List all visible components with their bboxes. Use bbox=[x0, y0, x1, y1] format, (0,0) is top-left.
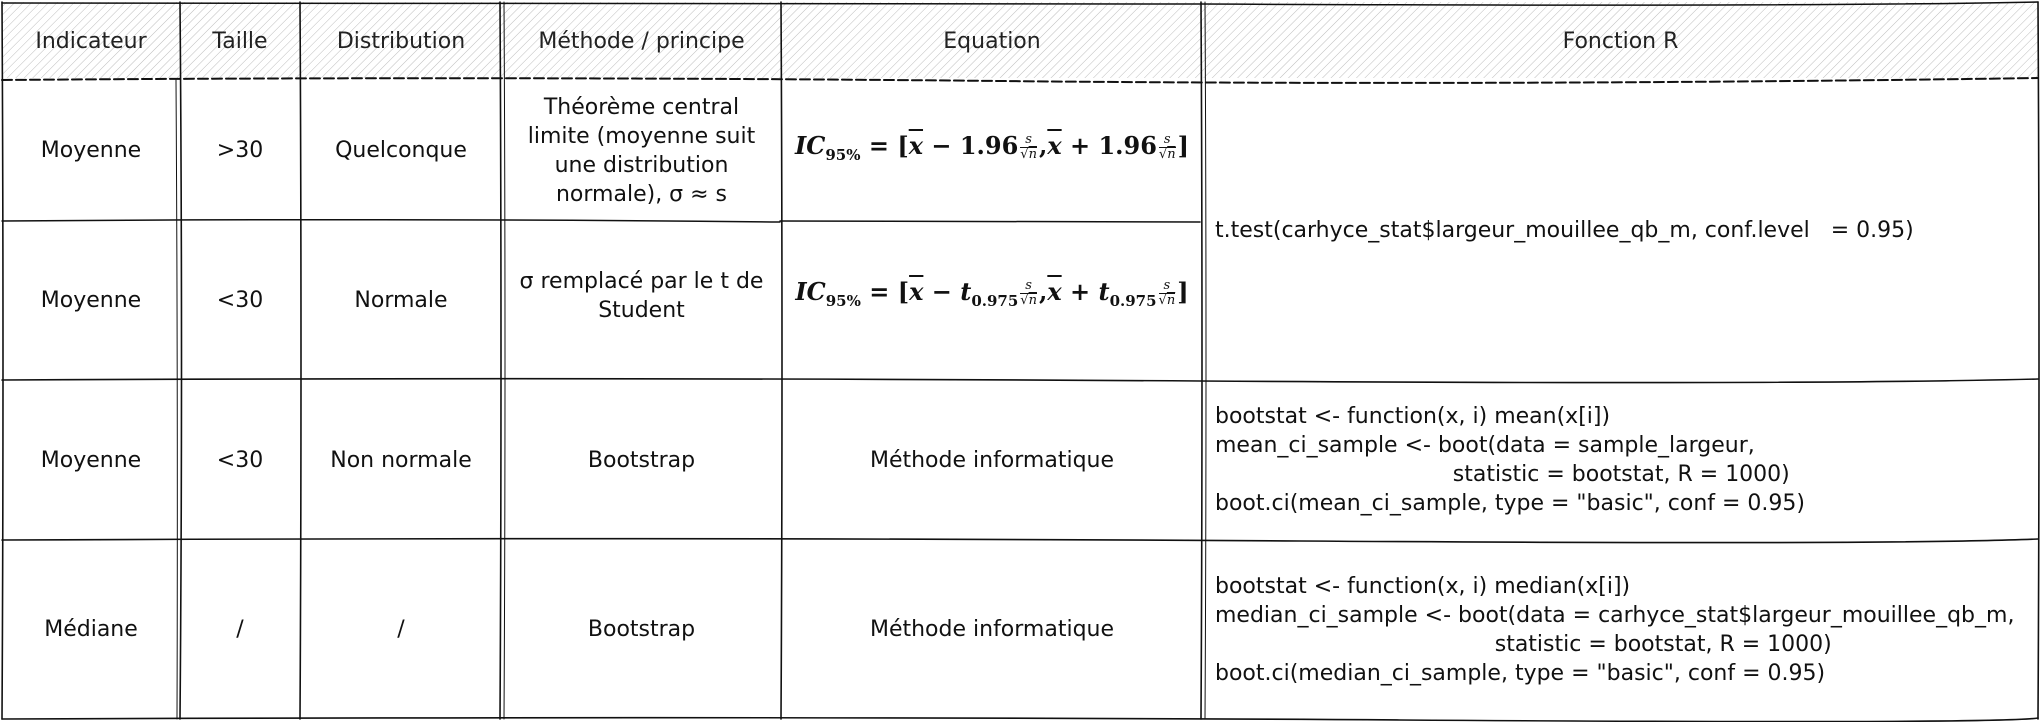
row1-taille: >30 bbox=[216, 138, 264, 163]
header-distribution: Distribution bbox=[336, 28, 466, 54]
row3-indicateur: Moyenne bbox=[40, 447, 142, 473]
row3-fonction bbox=[1203, 380, 2038, 540]
row1-equation bbox=[781, 80, 1203, 221]
header-indicateur: Indicateur bbox=[35, 28, 147, 54]
header-fonction: Fonction R bbox=[1562, 28, 1679, 54]
row3-distribution: Non normale bbox=[330, 447, 472, 473]
equation-ic-student: $IC_{95\%} = [\overline{x} - t_{0.975}$ $\frac{s}{√n}$ $,\overline{x} + t_{0.975}$ $\frac{s}{√n}$ ] bbox=[795, 276, 1189, 310]
row2-methode: σ remplacé par le t de Student bbox=[519, 269, 764, 323]
equation-ic-normal: $IC_{95\%} = [\overline{x} - 1.96$ $\frac{s}{√n}$ $,\overline{x} + 1.96$ $\frac{s}{√n}$ ] bbox=[795, 131, 1189, 164]
header-equation: Equation bbox=[943, 28, 1041, 54]
header-taille: Taille bbox=[212, 28, 268, 54]
row1-distribution: Quelconque bbox=[335, 138, 467, 163]
row2-taille: <30 bbox=[216, 288, 264, 313]
row4-equation: Méthode informatique bbox=[869, 617, 1115, 642]
row2-indicateur: Moyenne bbox=[40, 288, 142, 313]
row4-methode: Bootstrap bbox=[587, 617, 696, 642]
row4-fonction bbox=[1203, 540, 2038, 719]
row4-distribution: / bbox=[397, 617, 405, 642]
row1-methode: Théorème central limite (moyenne suit une distribution normale), σ ≈ s bbox=[527, 94, 756, 207]
row1-indicateur: Moyenne bbox=[40, 138, 142, 163]
row4-indicateur: Médiane bbox=[44, 617, 138, 642]
row3-equation: Méthode informatique bbox=[869, 447, 1115, 473]
row4-fonction-code: bootstat <- function(x, i) median(x[i]) median_ci_sample <- boot(data = carhyce_stat$largeur_mouillee_qb_m, statistic = bootstat, R = 1000) boot.ci(median_ci_sample, type = "basic", conf = 0.95) bbox=[1215, 573, 2015, 686]
row3-taille: <30 bbox=[216, 447, 264, 473]
row2-equation bbox=[781, 221, 1203, 371]
header-methode: Méthode / principe bbox=[538, 28, 745, 54]
row4-taille: / bbox=[236, 617, 244, 642]
row3-methode: Bootstrap bbox=[587, 447, 696, 473]
right-border bbox=[2038, 2, 2039, 719]
fonction-ttest bbox=[1203, 80, 2038, 380]
row2-distribution: Normale bbox=[354, 288, 448, 313]
row3-fonction-code: bootstat <- function(x, i) mean(x[i]) mean_ci_sample <- boot(data = sample_largeur, statistic = bootstat, R = 1000) boot.ci(mean_ci_sample, type = "basic", conf = 0.95) bbox=[1215, 404, 1806, 516]
fonction-ttest-code: t.test(carhyce_stat$largeur_mouillee_qb_m, conf.level = 0.95) bbox=[1215, 217, 1914, 243]
